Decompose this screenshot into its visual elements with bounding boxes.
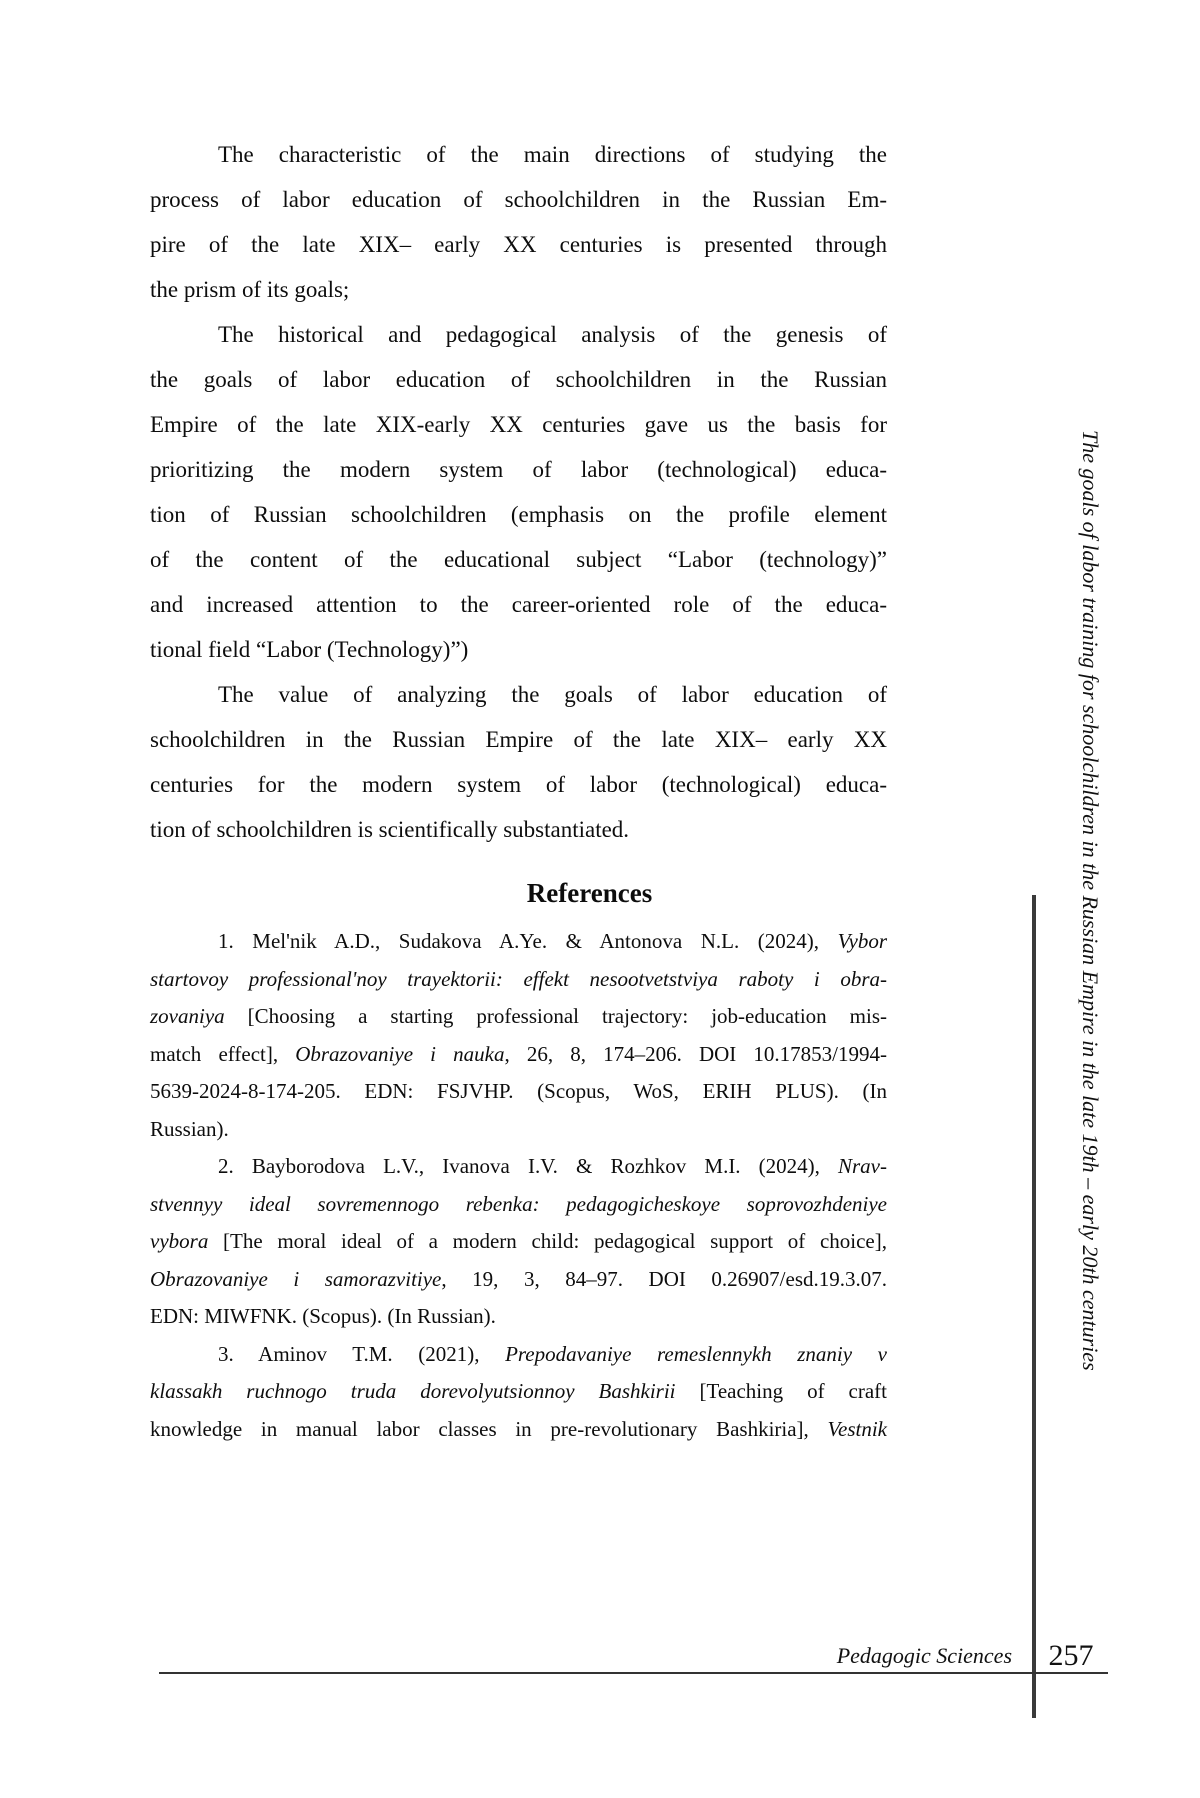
sidebar-running-title: The goals of labor training for schoolchildren in the Russian Empire in the late 19th – early 20th centuries — [1078, 430, 1103, 1371]
reference-segment-italic: klassakh ruchnogo truda dorevolyutsionnoy Bashkirii — [150, 1379, 676, 1403]
reference-segment-italic: stvennyy ideal sovremennogo rebenka: pedagogicheskoye soprovozhdeniye — [150, 1191, 887, 1216]
page-number: 257 — [1048, 1639, 1094, 1672]
body-text-line: schoolchildren in the Russian Empire of the late XIX– early XX — [150, 727, 887, 752]
body-text-line: the prism of its goals; — [150, 277, 350, 302]
reference-line — [150, 1373, 887, 1411]
body-text-line: Empire of the late XIX-early XX centuries gave us the basis for — [150, 412, 887, 437]
body-text-line: and increased attention to the career-oriented role of the educa- — [150, 592, 887, 617]
body-text-line: The characteristic of the main directions of studying the — [218, 142, 887, 167]
references-list — [150, 923, 887, 1448]
reference-segment-italic: Vybor — [837, 929, 887, 953]
reference-line — [150, 1148, 887, 1186]
body-text-line: centuries for the modern system of labor (technological) educa- — [150, 772, 887, 797]
reference-line — [150, 1261, 887, 1299]
reference-line — [150, 1411, 887, 1449]
body-text-line: of the content of the educational subject “Labor (technology)” — [150, 547, 887, 572]
reference-line — [150, 1036, 887, 1074]
body-text-line: the goals of labor education of schoolchildren in the Russian — [150, 367, 887, 392]
reference-segment-italic: zovaniya — [150, 1004, 225, 1028]
vertical-divider-rule — [1032, 895, 1036, 1718]
reference-segment-italic: vybora — [150, 1229, 209, 1253]
reference-segment-italic: startovoy professional'noy trayektorii: effekt nesootvetstviya raboty i obra- — [150, 966, 887, 991]
reference-segment-italic: Obrazovaniye i nauka — [295, 1041, 505, 1066]
reference-segment-italic: Obrazovaniye i samorazvitiye — [150, 1266, 442, 1291]
body-text-line: The historical and pedagogical analysis of the genesis of — [218, 322, 887, 347]
body-text-line: process of labor education of schoolchildren in the Russian Em- — [150, 187, 887, 212]
body-text-line: prioritizing the modern system of labor (technological) educa- — [150, 457, 887, 482]
reference-segment: [The moral ideal of a modern child: pedagogical support of choice], — [208, 1229, 887, 1253]
reference-segment-italic: Prepodavaniye remeslennykh znaniy v — [505, 1341, 887, 1366]
reference-segment: , 19, 3, 84–97. DOI 0.26907/esd.19.3.07. — [441, 1266, 887, 1291]
body-paragraph — [150, 132, 887, 312]
reference-segment: 2. Bayborodova L.V., Ivanova I.V. & Rozhkov M.I. (2024), — [218, 1154, 838, 1178]
reference-item — [150, 1336, 887, 1449]
reference-segment: Russian). — [150, 1116, 229, 1141]
reference-line — [150, 961, 887, 999]
reference-line — [150, 1298, 887, 1336]
reference-segment: [Teaching of craft — [675, 1379, 888, 1403]
reference-segment: 5639-2024-8-174-205. EDN: FSJVHP. (Scopus, WoS, ERIH PLUS). (In — [150, 1079, 887, 1103]
reference-line — [150, 923, 887, 961]
reference-line — [150, 1223, 887, 1261]
reference-segment: , 26, 8, 174–206. DOI 10.17853/1994- — [504, 1041, 887, 1066]
body-text-line: tion of schoolchildren is scientifically substantiated. — [150, 817, 630, 842]
references-heading: References — [526, 878, 653, 908]
reference-line — [150, 1336, 887, 1374]
footer-horizontal-rule — [159, 1672, 1108, 1674]
reference-line — [150, 998, 887, 1036]
reference-segment: [Choosing a starting professional trajectory: job-education mis- — [224, 1004, 887, 1028]
body-paragraph — [150, 672, 887, 852]
reference-segment: 1. Mel'nik A.D., Sudakova A.Ye. & Antonova N.L. (2024), — [218, 929, 838, 953]
body-text-line: pire of the late XIX– early XX centuries is presented through — [150, 232, 887, 257]
body-text-line: The value of analyzing the goals of labor education of — [218, 682, 887, 707]
reference-line — [150, 1073, 887, 1111]
reference-line — [150, 1186, 887, 1224]
reference-line — [150, 1111, 887, 1149]
reference-segment-italic: Nrav- — [838, 1154, 887, 1178]
body-text-line: tion of Russian schoolchildren (emphasis on the profile element — [150, 502, 887, 527]
reference-segment: 3. Aminov T.M. (2021), — [218, 1341, 506, 1366]
body-text-line: tional field “Labor (Technology)”) — [150, 637, 469, 662]
footer-section-label: Pedagogic Sciences — [836, 1643, 1012, 1668]
reference-segment: match effect], — [150, 1041, 296, 1066]
reference-item — [150, 1148, 887, 1336]
reference-segment: knowledge in manual labor classes in pre-revolutionary Bashkiria], — [150, 1416, 828, 1441]
body-paragraph — [150, 312, 887, 672]
article-body — [150, 132, 887, 852]
reference-item — [150, 923, 887, 1148]
reference-segment-italic: Vestnik — [827, 1416, 887, 1441]
reference-segment: EDN: MIWFNK. (Scopus). (In Russian). — [150, 1304, 496, 1328]
